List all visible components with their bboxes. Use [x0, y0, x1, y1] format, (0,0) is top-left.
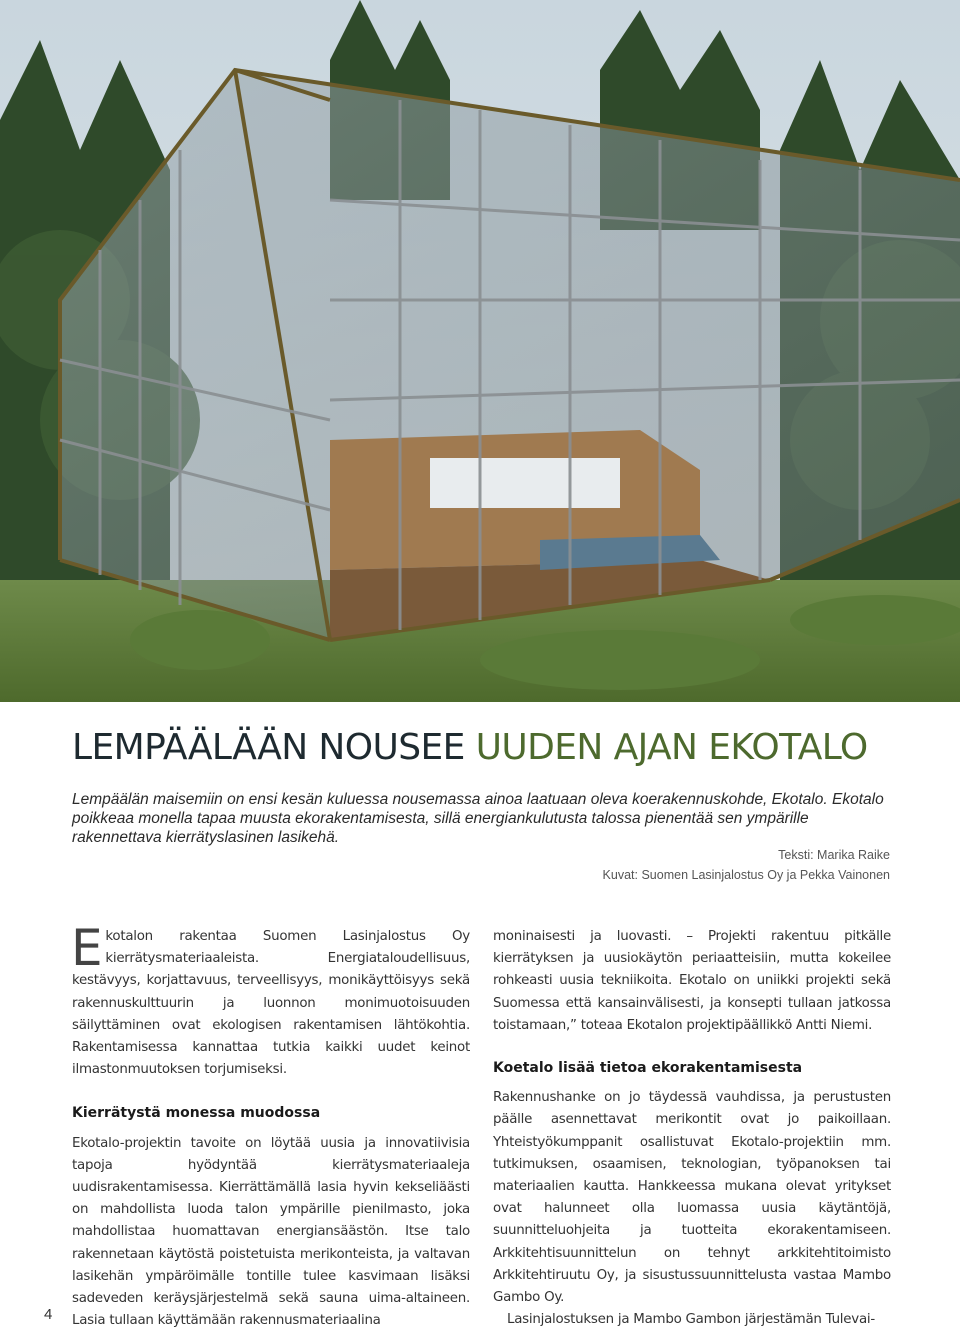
- page-number: 4: [44, 1306, 53, 1323]
- body-column-right: [493, 926, 891, 1331]
- body-paragraph-continued: Lasinjalostuksen ja Mambo Gambon järjestämän Tulevai-: [507, 1312, 875, 1328]
- title-highlight: UUDEN AJAN EKOTALO: [475, 727, 868, 768]
- credit-photos: Kuvat: Suomen Lasinjalostus Oy ja Pekka Vainonen: [602, 868, 890, 882]
- body-paragraph: Ekotalo-projektin tavoite on löytää uusia ja innovatiivisia tapoja hyödyntää kierrätysmateriaaleja uudisrakentamisessa. Kierrättämällä lasia hyvin kekseliäästi on mahdollista luoda talon ympärille pienilmasto, joka mahdollistaa huomattavan energiansäästön. Itse talo rakennetaan käytöstä poistetuista merikonteista, ja valtavan lasikehän ympäröimälle tontille tulee kasvimaan lisäksi sadeveden keräysjärjestelmä sekä sauna uima-altaineen. Lasia tullaan käyttämään rakennusmateriaalina: [72, 1135, 470, 1329]
- article-title: [72, 727, 868, 768]
- drop-cap: E: [71, 919, 103, 977]
- credits: [603, 845, 890, 885]
- body-paragraph: moninaisesti ja luovasti. – Projekti rakentuu pitkälle kierrätyksen ja uusiokäytön periaatteisiin, mutta kokeilee rohkeasti uusia tekniikoita. Ekotalo on uniikki projekti sekä Suomessa että kansainvälisesti, ja konsepti tullaan jatkossa toistamaan,” toteaa Ekotalon projektipäällikkö Antti Niemi.: [493, 929, 891, 1033]
- section-heading-testhouse: Koetalo lisää tietoa ekorakentamisesta: [493, 1060, 803, 1077]
- intro-text: kotalon rakentaa Suomen Lasinjalostus Oy kierrätysmateriaaleista. Energiataloudellisuus, kestävyys, korjattavuus, terveellisyys, monikäyttöisyys sekä rakennuskulttuurin ja luonnon monimuotoisuuden säilyttäminen ovat ekologisen rakentamisen lähtökohtia. Rakentamisessa kannattaa tutkia kaikki uudet keinot ilmastonmuutoksen torjumiseksi.: [72, 929, 470, 1078]
- body-paragraph: Rakennushanke on jo täydessä vauhdissa, ja perustusten päälle asennettavat merikontit ovat jo paikoillaan. Yhteistyökumppanit osallistuvat Ekotalo-projektiin mm. tutkimuksen, osaamisen, teknologian, työpanoksen tai materiaalien kautta. Hankkeessa mukana olevat yritykset ovat halunneet olla luomassa uusia käytäntöjä, suunnitteluohjeita ja tuotteita ekorakentamiseen. Arkkitehtisuunnittelun on tehnyt arkkitehtitoimisto Arkkitehtiruutu Oy, ja sisustussuunnittelusta vastaa Mambo Gambo Oy.: [493, 1090, 891, 1306]
- body-column-left: [71, 919, 470, 1332]
- lead-paragraph: Lempäälän maisemiin on ensi kesän kuluessa nousemassa ainoa laatuaan oleva koerakennuskohde, Ekotalo. Ekotalo poikkeaa monella tapaa muusta ekorakentamisesta, sillä energiankulutusta talossa pienentää sen ympärille rakennettava kierrätyslasinen lasikehä.: [72, 791, 884, 846]
- intro-paragraph: [71, 919, 470, 1081]
- section-heading-recycling: Kierrätystä monessa muodossa: [72, 1105, 321, 1122]
- credit-text: Teksti: Marika Raike: [778, 848, 890, 862]
- title-main: LEMPÄÄLÄÄN NOUSEE: [72, 727, 476, 768]
